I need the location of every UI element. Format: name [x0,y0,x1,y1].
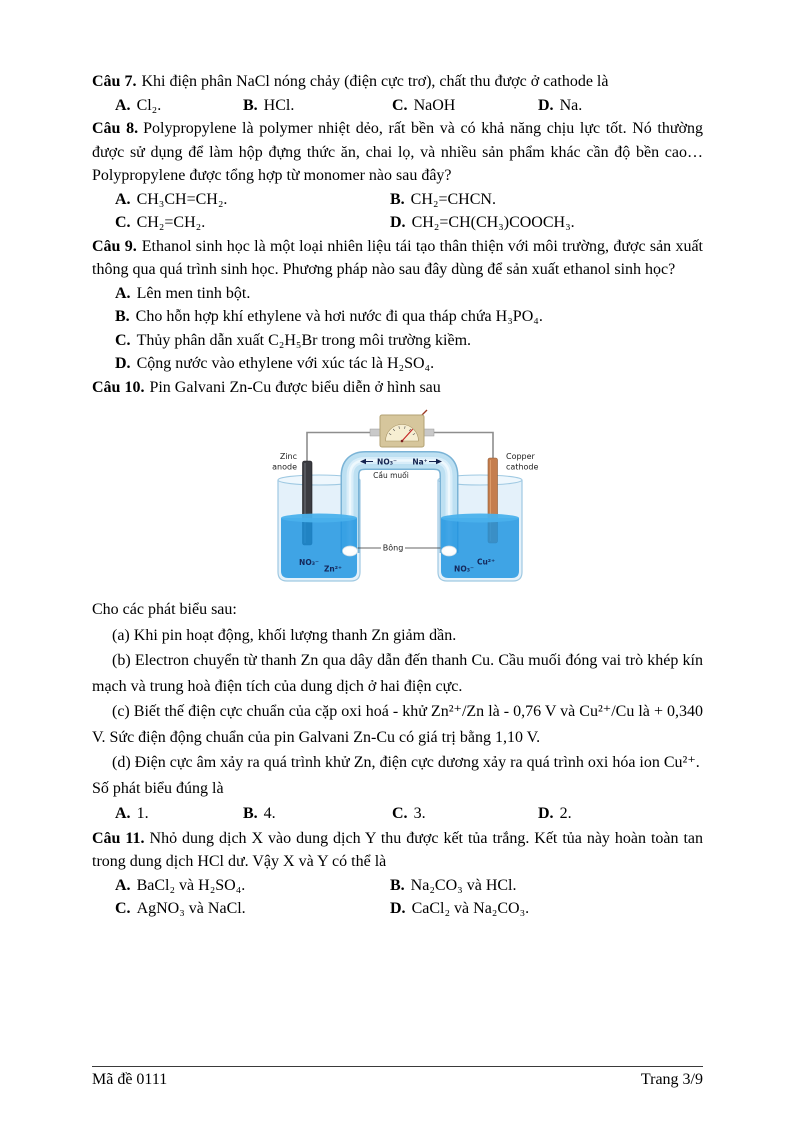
option-text: Na₂CO₃ và HCl. [410,876,517,894]
q7-option-b [243,94,392,118]
left-solution-surface [281,514,357,523]
option-text: 4. [263,805,276,822]
option-letter: B. [115,308,130,325]
option-text: 3. [413,805,426,822]
q9-option-a [92,282,703,306]
option-text: BaCl₂ và H₂SO₄. [136,876,246,894]
option-letter: A. [115,876,131,894]
option-text: Cl₂. [136,96,162,114]
question-7-number: Câu 7. [92,73,137,90]
option-text: HCl. [263,96,295,114]
statement-d: (d) Điện cực âm xảy ra quá trình khử Zn, điện cực dương xảy ra quá trình oxi hóa ion Cu²⁺. [112,754,700,771]
bridge-cation-label: Na⁺ [412,457,428,467]
q11-option-c [115,897,390,921]
question-7-stem [92,70,703,94]
question-9-stem [92,235,703,282]
option-text: 2. [559,805,572,822]
salt-bridge-name-label: Cầu muối [373,471,409,480]
question-11-stem [92,827,703,874]
question-9-text: Ethanol sinh học là một loại nhiên liệu tái tạo thân thiện với môi trường, được sản xuất thông qua quá trình sinh học. Phương pháp nào sau đây dùng để sản xuất ethanol sinh học? [92,237,704,278]
q8-option-c [115,211,390,235]
q10-option-a [115,801,243,827]
right-cation-label: Cu²⁺ [476,557,496,567]
q8-option-a [115,188,390,212]
q9-option-c [92,329,703,353]
question-11-options-row1 [92,874,703,898]
option-letter: C. [115,331,131,349]
q7-option-a [115,94,243,118]
option-text: NaOH [413,96,456,114]
q10-option-c [392,801,538,827]
option-text: CH₂=CH₂. [136,214,206,231]
galvani-cell-diagram [250,405,550,591]
option-letter: D. [115,355,131,372]
cotton-label: Bông [382,543,404,553]
option-text: CH₂=CHCN. [410,190,496,208]
question-10-options [92,801,703,827]
question-7-text: Khi điện phân NaCl nóng chảy (điện cực trơ), chất thu được ở cathode là [141,73,609,90]
q8-option-b [390,188,703,212]
option-text: Thủy phân dẫn xuất C₂H₅Br trong môi trường kiềm. [136,331,472,349]
option-letter: B. [243,805,258,822]
option-letter: B. [390,190,405,208]
question-8-options-row2 [92,211,703,235]
question-10-number: Câu 10. [92,378,145,396]
bridge-anion-label: NO₃⁻ [377,457,397,467]
exam-code: Mã đề 0111 [92,1071,168,1088]
meter-terminal-right [424,429,434,436]
statement-c: (c) Biết thế điện cực chuẩn của cặp oxi hoá - khử Zn²⁺/Zn là - 0,76 V và Cu²⁺/Cu là + 0,340 V. Sức điện động chuẩn của pin Galvani Zn-Cu có giá trị bằng 1,10 V. [92,703,703,746]
q9-option-d [92,352,703,376]
option-text: 1. [136,805,149,822]
copper-cathode-label: cathode [506,462,539,472]
option-text: AgNO₃ và NaCl. [136,900,246,917]
page-footer [92,1066,703,1089]
option-text: Lên men tinh bột. [136,284,251,302]
q11-option-d [390,897,703,921]
statement-a: (a) Khi pin hoạt động, khối lượng thanh Zn giảm dần. [112,626,457,644]
option-text: CH₂=CH(CH₃)COOCH₃. [411,214,575,231]
option-letter: A. [115,96,131,114]
question-8-stem [92,117,703,188]
q11-option-b [390,874,703,898]
option-letter: D. [538,805,554,822]
exam-content [92,70,703,921]
option-letter: D. [538,96,554,114]
option-text: Cho hỗn hợp khí ethylene và hơi nước đi qua tháp chứa H₃PO₄. [135,308,543,325]
option-letter: A. [115,284,131,302]
option-text: Na. [559,96,583,114]
option-letter: C. [392,805,408,822]
q10-option-d [538,801,703,827]
q7-option-c [392,94,538,118]
option-letter: B. [243,96,258,114]
meter-terminal-left [370,429,380,436]
question-7-options [92,94,703,118]
question-8-number: Câu 8. [92,120,139,137]
option-letter: C. [392,96,408,114]
meter-pivot [401,440,404,443]
question-9-number: Câu 9. [92,237,137,255]
option-text: CH₃CH=CH₂. [136,190,228,208]
copper-cathode-label: Copper [506,452,535,461]
galvanometer [370,410,434,447]
option-letter: C. [115,214,131,231]
q11-option-a [115,874,390,898]
option-letter: D. [390,214,406,231]
question-10-text: Pin Galvani Zn-Cu được biểu diễn ở hình sau [149,378,441,396]
option-letter: B. [390,876,405,894]
right-solution-surface [441,514,519,523]
question-10-stem [92,376,703,400]
q10-option-b [243,801,392,827]
statement-b: (b) Electron chuyển từ thanh Zn qua dây dẫn đến thanh Cu. Cầu muối đóng vai trò khép kín mạch và trung hoà điện tích của dung dịch ở hai điện cực. [92,652,703,695]
question-11-options-row2 [92,897,703,921]
zinc-anode-label: Zinc [279,452,297,461]
option-text: Cộng nước vào ethylene với xúc tác là H₂SO₄. [136,355,435,372]
option-letter: D. [390,900,406,917]
option-letter: C. [115,900,131,917]
question-11-number: Câu 11. [92,829,145,847]
question-8-text: Polypropylene là polymer nhiệt dẻo, rất bền và có khả năng chịu lực tốt. Nó thường được sử dụng để làm hộp đựng thức ăn, chai lọ, và nhiều sản phẩm khác cần độ bền cao… Polypropylene được tổng hợp từ monomer nào sau đây? [92,120,704,184]
left-anion-label: NO₃⁻ [299,558,319,567]
statements-closing: Số phát biểu đúng là [92,779,224,797]
option-letter: A. [115,805,131,822]
left-cation-label: Zn²⁺ [323,564,343,574]
option-letter: A. [115,190,131,208]
q8-option-d [390,211,703,235]
question-10-statements [92,597,703,827]
statements-intro: Cho các phát biểu sau: [92,601,237,618]
question-11-text: Nhỏ dung dịch X vào dung dịch Y thu được kết tủa trắng. Kết tủa này hoàn toàn tan trong dung dịch HCl dư. Vậy X và Y có thể là [92,829,703,870]
page-number: Trang 3/9 [640,1071,703,1088]
option-text: CaCl₂ và Na₂CO₃. [411,900,530,917]
q9-option-b [92,305,703,329]
q7-option-d [538,94,703,118]
question-8-options-row1 [92,188,703,212]
zinc-anode-label: anode [272,462,297,472]
right-anion-label: NO₃⁻ [454,564,474,574]
